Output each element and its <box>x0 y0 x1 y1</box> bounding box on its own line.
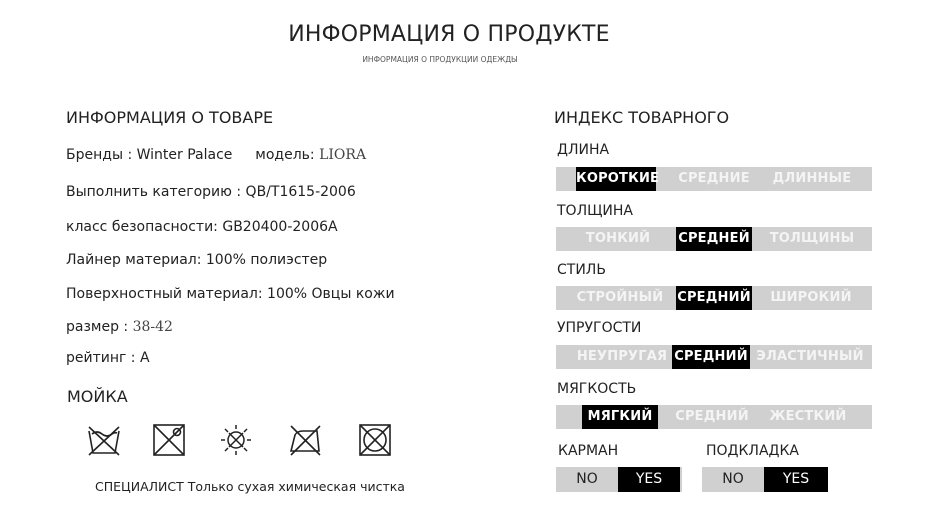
softness-option-medium: СРЕДНИЙ <box>675 409 749 424</box>
brand-model-line <box>66 147 366 163</box>
style-option-wide: ШИРОКИЙ <box>770 290 852 305</box>
style-option-medium: СРЕДНИЙ <box>676 286 752 310</box>
length-label: ДЛИНА <box>557 142 610 158</box>
lining-label: ПОДКЛАДКА <box>706 443 799 459</box>
length-option-medium: СРЕДНИЕ <box>678 171 750 186</box>
model-value: LIORA <box>319 147 367 163</box>
thickness-option-thick: ТОЛЩИНЫ <box>769 231 855 246</box>
page-subtitle: ИНФОРМАЦИЯ О ПРОДУКЦИИ ОДЕЖДЫ <box>362 55 518 64</box>
softness-option-soft: МЯГКИЙ <box>582 405 658 429</box>
elasticity-label: УПРУГОСТИ <box>557 320 642 336</box>
care-note: СПЕЦИАЛИСТ Только сухая химическая чистка <box>95 479 405 494</box>
pocket-toggle <box>556 467 682 492</box>
size-value: 38-42 <box>132 319 173 335</box>
do-not-bleach-icon <box>151 423 187 457</box>
do-not-iron-icon <box>287 423 323 457</box>
pocket-label: КАРМАН <box>558 443 619 459</box>
thickness-scale <box>556 227 872 251</box>
elasticity-option-inelastic: НЕУПРУГАЯ <box>576 349 668 364</box>
pocket-option-yes: YES <box>618 467 680 492</box>
lining-option-no: NO <box>722 471 744 487</box>
rating-line: рейтинг : A <box>66 350 150 366</box>
model-label: модель: <box>255 147 320 163</box>
size-line <box>66 319 173 335</box>
do-not-dry-icon <box>218 423 254 457</box>
brand-value: Winter Palace <box>136 147 233 163</box>
length-option-short: КОРОТКИЕ <box>576 167 656 191</box>
thickness-option-thin: ТОНКИЙ <box>585 231 651 246</box>
lining-option-yes: YES <box>764 467 828 492</box>
elasticity-scale <box>556 345 872 369</box>
length-scale <box>556 167 872 191</box>
washing-title: МОЙКА <box>67 387 128 406</box>
do-not-wash-icon <box>86 423 122 457</box>
size-label: размер : <box>66 319 133 335</box>
length-option-long: ДЛИННЫЕ <box>772 171 852 186</box>
category-line: Выполнить категорию : QB/T1615-2006 <box>66 184 356 200</box>
elasticity-option-medium: СРЕДНИЙ <box>672 345 750 369</box>
liner-material-line: Лайнер материал: 100% полиэстер <box>66 252 328 268</box>
product-info-title: ИНФОРМАЦИЯ О ТОВАРЕ <box>66 108 274 127</box>
thickness-option-medium: СРЕДНЕЙ <box>676 227 752 251</box>
brand-label: Бренды : <box>66 147 137 163</box>
lining-toggle <box>702 467 828 492</box>
pocket-option-no: NO <box>576 471 598 487</box>
product-index-title: ИНДЕКС ТОВАРНОГО <box>554 108 730 127</box>
softness-scale <box>556 405 872 429</box>
style-option-slim: СТРОЙНЫЙ <box>576 290 664 305</box>
softness-label: МЯГКОСТЬ <box>557 381 637 397</box>
thickness-label: ТОЛЩИНА <box>557 203 633 219</box>
surface-material-line: Поверхностный материал: 100% Овцы кожи <box>66 286 395 302</box>
elasticity-option-elastic: ЭЛАСТИЧНЫЙ <box>756 349 864 364</box>
style-label: СТИЛЬ <box>557 262 606 278</box>
style-scale <box>556 286 872 310</box>
page-title: ИНФОРМАЦИЯ О ПРОДУКТЕ <box>288 22 610 47</box>
softness-option-hard: ЖЕСТКИЙ <box>769 409 847 424</box>
do-not-tumble-dry-icon <box>357 423 393 457</box>
safety-class-line: класс безопасности: GB20400-2006A <box>66 219 338 235</box>
